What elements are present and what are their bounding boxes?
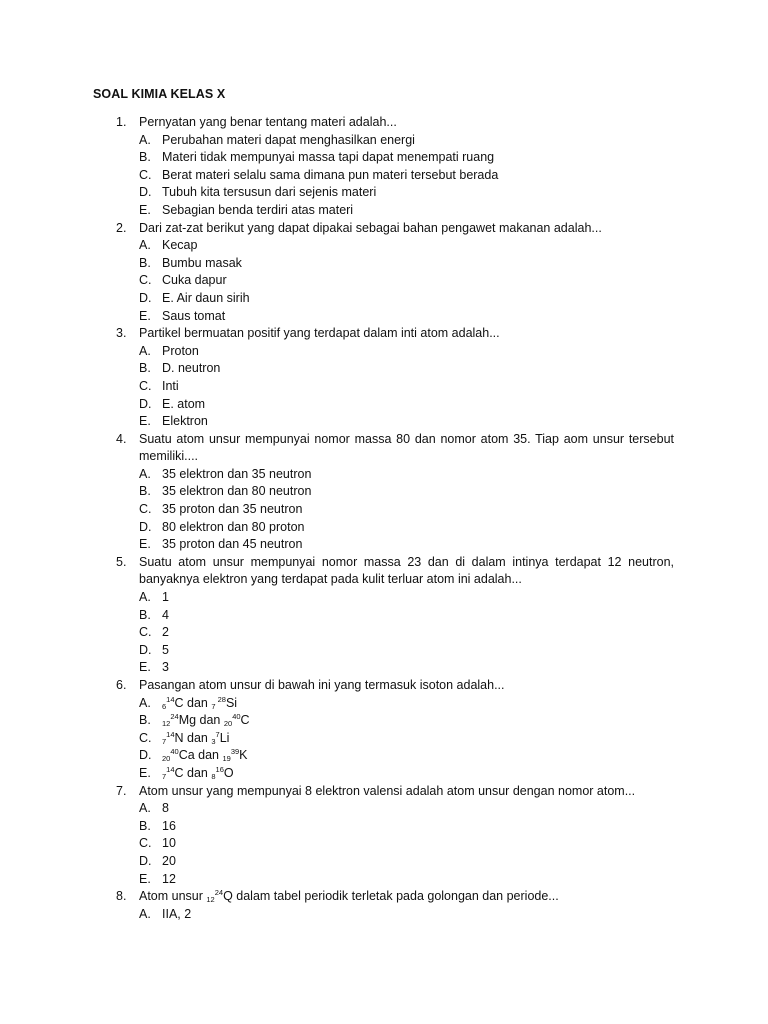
answer-option xyxy=(0,237,768,255)
answer-option xyxy=(0,589,768,607)
option-letter: A. xyxy=(139,466,151,481)
mass-number: 28 xyxy=(215,694,226,704)
answer-option xyxy=(0,747,768,765)
question-number: 1. xyxy=(116,115,127,129)
question-body: Atom unsur yang mempunyai 8 elektron valensi adalah atom unsur dengan nomor atom... xyxy=(139,783,636,798)
answer-option xyxy=(0,149,768,167)
mass-number: 24 xyxy=(214,888,224,898)
question-item xyxy=(0,220,768,326)
text-fragment: Mg dan xyxy=(178,713,224,728)
question-text xyxy=(0,554,674,589)
question-text xyxy=(0,431,674,466)
answer-option xyxy=(0,343,768,361)
text-fragment: Ca dan xyxy=(178,748,223,763)
question-number: 2. xyxy=(116,220,127,235)
option-letter: E. xyxy=(139,414,151,429)
answer-option xyxy=(0,871,768,889)
atomic-number: 6 xyxy=(162,701,167,711)
option-text: 1 xyxy=(162,590,169,605)
option-text: 5 xyxy=(162,642,169,657)
mass-number: 14 xyxy=(166,729,175,739)
option-letter: E. xyxy=(139,308,151,323)
answer-option xyxy=(0,290,768,308)
question-body: Suatu atom unsur mempunyai nomor massa 23 dan di dalam intinya terdapat 12 neutron, banyaknya elektron yang terdapat pada kulit terluar atom ini adalah... xyxy=(139,554,674,587)
option-text: 12 xyxy=(162,871,176,886)
question-number: 8. xyxy=(116,889,127,904)
text-fragment: C dan xyxy=(174,765,212,780)
answer-option xyxy=(0,853,768,871)
text-fragment: C dan xyxy=(174,695,212,710)
answer-option xyxy=(0,308,768,326)
option-letter: C. xyxy=(139,730,152,745)
option-letter: D. xyxy=(139,642,152,657)
atomic-number: 7 xyxy=(162,771,167,781)
option-text: E. Air daun sirih xyxy=(162,290,250,305)
option-letter: B. xyxy=(139,484,151,499)
answer-option xyxy=(0,800,768,818)
question-text xyxy=(0,677,674,695)
option-text: Kecap xyxy=(162,238,198,253)
answer-option xyxy=(0,536,768,554)
answer-option xyxy=(0,396,768,414)
answer-option xyxy=(0,501,768,519)
answer-option xyxy=(0,765,768,783)
question-number: 3. xyxy=(116,326,127,341)
question-item xyxy=(0,888,768,923)
option-text: Inti xyxy=(162,378,179,393)
atomic-number: 20 xyxy=(223,719,233,729)
option-letter: C. xyxy=(139,625,152,640)
option-text: 2 xyxy=(162,625,169,640)
answer-option xyxy=(0,659,768,677)
option-letter: C. xyxy=(139,836,152,851)
text-fragment: C xyxy=(240,713,250,728)
option-letter: D. xyxy=(139,290,152,305)
question-body: Pasangan atom unsur di bawah ini yang termasuk isoton adalah... xyxy=(139,678,505,692)
answer-option xyxy=(0,519,768,537)
atomic-number: 20 xyxy=(162,754,171,764)
answer-option xyxy=(0,818,768,836)
answer-option xyxy=(0,184,768,202)
option-text: 35 elektron dan 80 neutron xyxy=(162,484,312,499)
option-letter: D. xyxy=(139,748,152,763)
option-letter: D. xyxy=(139,396,152,411)
answer-option xyxy=(0,466,768,484)
atomic-number: 19 xyxy=(222,754,231,764)
answer-option xyxy=(0,730,768,748)
option-letter: E. xyxy=(139,537,151,552)
question-text xyxy=(0,325,674,343)
option-letter: A. xyxy=(139,590,151,605)
question-body: Partikel bermuatan positif yang terdapat dalam inti atom adalah... xyxy=(139,326,500,341)
question-number: 4. xyxy=(116,431,127,446)
option-letter: D. xyxy=(139,185,152,200)
answer-option xyxy=(0,835,768,853)
question-item xyxy=(0,677,768,783)
mass-number: 14 xyxy=(166,764,175,774)
atomic-number: 7 xyxy=(211,701,216,711)
atomic-number: 7 xyxy=(162,736,167,746)
question-item xyxy=(0,554,768,677)
question-number: 7. xyxy=(116,783,127,798)
answer-option xyxy=(0,624,768,642)
atomic-number: 3 xyxy=(211,736,216,746)
option-text: 80 elektron dan 80 proton xyxy=(162,519,305,534)
option-letter: A. xyxy=(139,695,151,710)
atomic-number: 12 xyxy=(162,719,171,729)
answer-option xyxy=(0,695,768,713)
option-letter: C. xyxy=(139,167,152,182)
option-text: 16 xyxy=(162,818,176,833)
option-letter: C. xyxy=(139,502,152,517)
question-text xyxy=(0,888,674,906)
question-item xyxy=(0,325,768,431)
option-text: 4 xyxy=(162,607,169,622)
atomic-number: 8 xyxy=(211,771,216,781)
option-letter: B. xyxy=(139,361,151,376)
option-letter: A. xyxy=(139,906,151,921)
answer-option xyxy=(0,202,768,220)
option-letter: A. xyxy=(139,801,151,816)
option-text: Proton xyxy=(162,343,199,358)
mass-number: 16 xyxy=(215,764,224,774)
option-letter: E. xyxy=(139,871,151,886)
option-text: 20 xyxy=(162,853,176,868)
document-title: SOAL KIMIA KELAS X xyxy=(93,87,226,101)
text-fragment: Si xyxy=(225,695,238,710)
text-fragment: O xyxy=(223,765,234,780)
option-letter: A. xyxy=(139,132,151,147)
question-body: Dari zat-zat berikut yang dapat dipakai sebagai bahan pengawet makanan adalah... xyxy=(139,220,602,235)
option-letter: C. xyxy=(139,273,152,288)
option-text: 10 xyxy=(162,836,176,851)
answer-option xyxy=(0,167,768,185)
option-text: E. atom xyxy=(162,396,206,411)
option-text: 3 xyxy=(162,660,169,675)
question-list xyxy=(0,114,768,923)
answer-option xyxy=(0,360,768,378)
option-text: Berat materi selalu sama dimana pun materi tersebut berada xyxy=(162,167,499,182)
option-text: 35 elektron dan 35 neutron xyxy=(162,466,312,481)
question-number: 6. xyxy=(116,678,127,692)
text-fragment: K xyxy=(239,748,248,763)
question-text xyxy=(0,114,674,132)
option-text: Sebagian benda terdiri atas materi xyxy=(162,202,354,217)
question-text xyxy=(0,783,674,801)
text-fragment: Atom unsur xyxy=(139,889,207,904)
answer-option xyxy=(0,272,768,290)
question-item xyxy=(0,783,768,889)
option-letter: D. xyxy=(139,519,152,534)
option-letter: D. xyxy=(139,853,152,868)
mass-number: 40 xyxy=(232,712,241,722)
question-text xyxy=(0,220,674,238)
option-letter: B. xyxy=(139,713,151,728)
option-letter: E. xyxy=(139,660,151,675)
mass-number: 39 xyxy=(230,747,240,757)
option-letter: E. xyxy=(139,765,151,780)
atomic-number: 12 xyxy=(206,895,215,905)
question-number: 5. xyxy=(116,554,127,569)
answer-option xyxy=(0,642,768,660)
option-letter: A. xyxy=(139,343,151,358)
text-fragment: Li xyxy=(219,730,230,745)
option-text: Bumbu masak xyxy=(162,255,242,270)
answer-option xyxy=(0,413,768,431)
option-text: D. neutron xyxy=(162,361,221,376)
option-text: Materi tidak mempunyai massa tapi dapat menempati ruang xyxy=(162,150,495,165)
question-item xyxy=(0,114,768,220)
option-text: Cuka dapur xyxy=(162,273,227,288)
question-body: Suatu atom unsur mempunyai nomor massa 80 dan nomor atom 35. Tiap aom unsur tersebut memiliki.... xyxy=(139,431,674,464)
option-text: Tubuh kita tersusun dari sejenis materi xyxy=(162,185,377,200)
option-letter: B. xyxy=(139,607,151,622)
mass-number: 14 xyxy=(166,694,175,704)
option-letter: B. xyxy=(139,255,151,270)
option-letter: A. xyxy=(139,238,151,253)
mass-number: 24 xyxy=(170,712,179,722)
option-letter: B. xyxy=(139,150,151,165)
answer-option xyxy=(0,712,768,730)
option-text: IIA, 2 xyxy=(162,906,192,921)
answer-option xyxy=(0,607,768,625)
mass-number: 7 xyxy=(215,729,220,739)
mass-number: 40 xyxy=(170,747,179,757)
option-text: 35 proton dan 45 neutron xyxy=(162,537,303,552)
option-text: Saus tomat xyxy=(162,308,226,323)
question-item xyxy=(0,431,768,554)
option-letter: E. xyxy=(139,202,151,217)
text-fragment: Q dalam tabel periodik terletak pada golongan dan periode... xyxy=(223,889,559,904)
answer-option xyxy=(0,132,768,150)
answer-option xyxy=(0,255,768,273)
text-fragment: N dan xyxy=(174,730,212,745)
answer-option xyxy=(0,378,768,396)
option-text: Perubahan materi dapat menghasilkan energi xyxy=(162,132,415,147)
option-text: 8 xyxy=(162,801,169,816)
option-text: 35 proton dan 35 neutron xyxy=(162,502,303,517)
option-letter: B. xyxy=(139,818,151,833)
question-body: Pernyatan yang benar tentang materi adalah... xyxy=(139,115,397,129)
option-letter: C. xyxy=(139,378,152,393)
answer-option xyxy=(0,906,768,924)
answer-option xyxy=(0,483,768,501)
option-text: Elektron xyxy=(162,414,208,429)
